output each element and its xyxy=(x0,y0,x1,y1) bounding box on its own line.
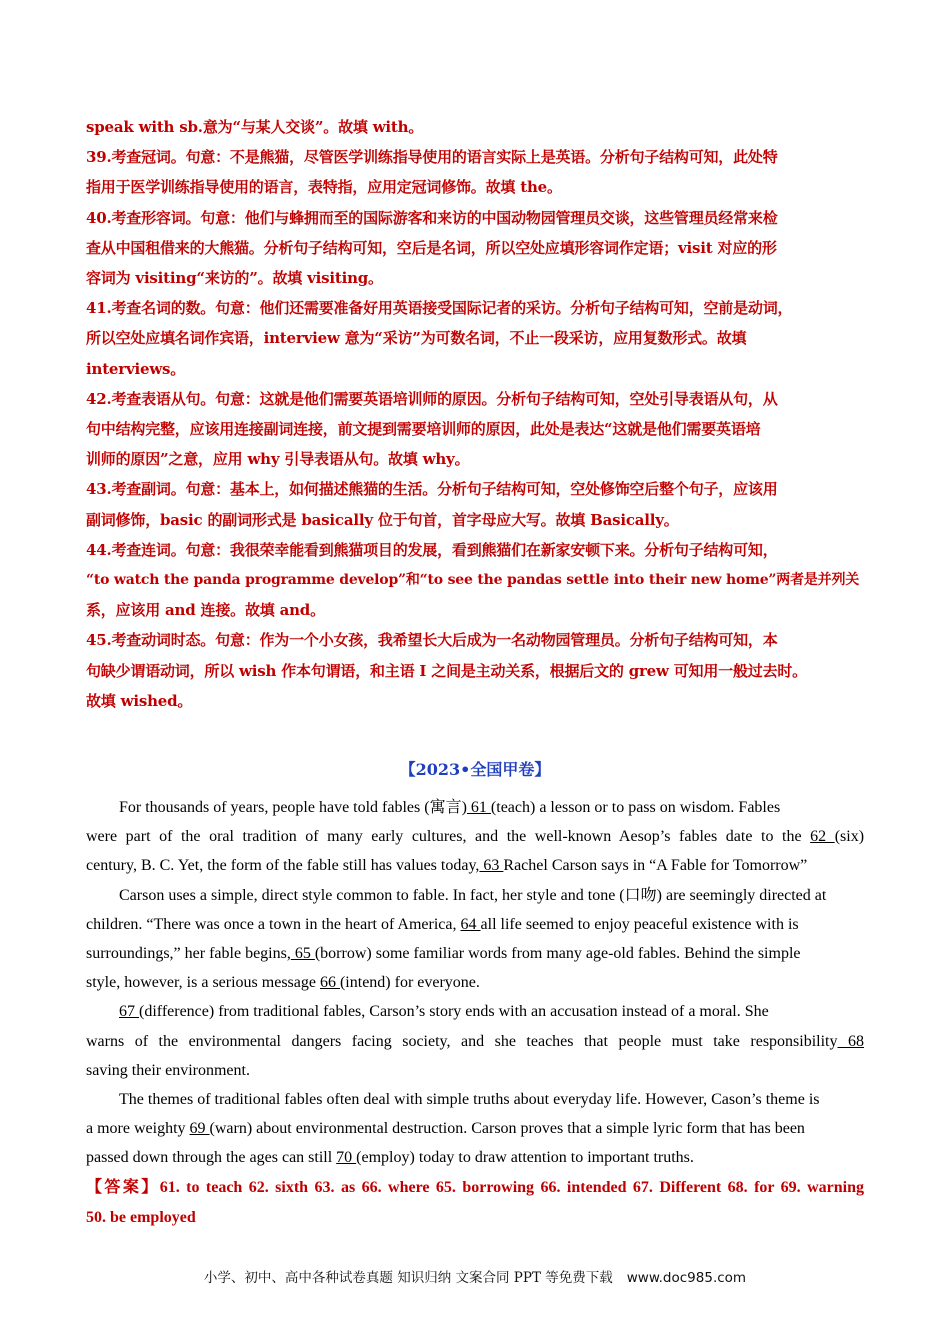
blank-62: 62 xyxy=(810,828,835,846)
passage-line: century, B. C. Yet, the form of the fable still has values today, 63 Rachel Carson says in “A Fable for Tomorrow” xyxy=(86,857,808,875)
blank-64: 64 xyxy=(460,915,481,933)
footer-url: www.doc985.com xyxy=(626,1270,747,1286)
explanation-line: 副词修饰，basic 的副词形式是 basically 位于句首，首字母应大写。故填 Basically。 xyxy=(86,510,679,529)
passage-line: passed down through the ages can still 70 (employ) today to draw attention to important truths. xyxy=(86,1149,694,1167)
explanation-line: speak with sb.意为“与某人交谈”。故填 with。 xyxy=(86,118,424,136)
blank-67: 67 xyxy=(119,1003,139,1021)
passage-line: warns of the environmental dangers facing society, and she teaches that people must take responsibility 68 xyxy=(86,1032,864,1050)
blank-63: 63 xyxy=(479,857,504,875)
answer-explanations xyxy=(86,112,870,716)
section-title: 【2023•全国甲卷】 xyxy=(399,760,551,779)
blank-65: 65 xyxy=(290,945,315,963)
explanation-line: 44.考查连词。句意：我很荣幸能看到熊猫项目的发展，看到熊猫们在新家安顿下来。分析句子结构可知， xyxy=(86,540,778,559)
blank-61: 61 xyxy=(466,799,491,816)
explanation-line: 训师的原因”之意，应用 why 引导表语从句。故填 why。 xyxy=(86,450,470,469)
explanation-line: 容词为 visiting“来访的”。故填 visiting。 xyxy=(86,269,383,288)
explanation-line: 系，应该用 and 连接。故填 and。 xyxy=(86,601,325,620)
explanation-line: 句中结构完整，应该用连接副词连接，前文提到需要培训师的原因，此处是表达“这就是他们需要英语培 xyxy=(86,420,761,439)
explanation-line: 故填 wished。 xyxy=(86,691,193,710)
explanation-line: 指用于医学训练指导使用的语言，表特指，应用定冠词修饰。故填 the。 xyxy=(86,178,562,197)
answer-line: 50. be employed xyxy=(86,1209,196,1226)
passage-line: surroundings,” her fable begins, 65 (borrow) some familiar words from many age-old fables. Behind the simple xyxy=(86,945,801,963)
explanation-line: “to watch the panda programme develop”和“to see the pandas settle into their new home”两者是并列关 xyxy=(86,572,860,589)
explanation-line: 45.考查动词时态。句意：作为一个小女孩，我希望长大后成为一名动物园管理员。分析句子结构可知，本 xyxy=(86,631,778,650)
explanation-line: 40.考查形容词。句意：他们与蜂拥而至的国际游客和来访的中国动物园管理员交谈，这些管理员经常来检 xyxy=(86,208,778,227)
passage-line: style, however, is a serious message 66 (intend) for everyone. xyxy=(86,974,480,992)
passage-line: saving their environment. xyxy=(86,1061,250,1079)
passage-line: were part of the oral tradition of many early cultures, and the well-known Aesop’s fables date to the 62 (six) xyxy=(86,828,865,846)
answer-line: 【答案】61. to teach 62. sixth 63. as 66. where 65. borrowing 66. intended 67. Different 68. for 69. warning xyxy=(86,1179,864,1196)
explanation-line: 39.考查冠词。句意：不是熊猫，尽管医学训练指导使用的语言实际上是英语。分析句子结构可知，此处特 xyxy=(86,148,778,167)
passage-line: Carson uses a simple, direct style common to fable. In fact, her style and tone (口吻) are seemingly directed at xyxy=(119,886,827,904)
explanation-line: 41.考查名词的数。句意：他们还需要准备好用英语接受国际记者的采访。分析句子结构可知，空前是动词， xyxy=(86,299,793,318)
blank-68: 68 xyxy=(837,1032,864,1050)
passage-line: For thousands of years, people have told fables (寓言) 61 (teach) a lesson or to pass on wisdom. Fables xyxy=(119,799,781,816)
reading-passage xyxy=(86,793,864,1173)
passage-line: 67 (difference) from traditional fables, Carson’s story ends with an accusation instead of a moral. She xyxy=(119,1003,769,1021)
passage-line: children. “There was once a town in the heart of America, 64 all life seemed to enjoy peaceful existence with is xyxy=(86,915,799,933)
explanation-line: 所以空处应填名词作宾语，interview 意为“采访”为可数名词，不止一段采访，应用复数形式。故填 xyxy=(86,329,747,348)
blank-66: 66 xyxy=(319,974,340,992)
footer-text: 小学、初中、高中各种试卷真题 知识归纳 文案合同 PPT 等免费下载 xyxy=(203,1270,613,1286)
page-footer xyxy=(0,1266,950,1286)
passage-line: a more weighty 69 (warn) about environmental destruction. Carson proves that a simple lyric form that has been xyxy=(86,1120,805,1138)
explanation-line: 查从中国租借来的大熊猫。分析句子结构可知，空后是名词，所以空处应填形容词作定语；visit 对应的形 xyxy=(86,238,777,257)
explanation-line: 42.考查表语从句。句意：这就是他们需要英语培训师的原因。分析句子结构可知，空处引导表语从句，从 xyxy=(86,389,778,408)
passage-line: The themes of traditional fables often deal with simple truths about everyday life. However, Cason’s theme is xyxy=(119,1091,820,1109)
blank-70: 70 xyxy=(336,1149,357,1167)
explanation-line: 43.考查副词。句意：基本上，如何描述熊猫的生活。分析句子结构可知，空处修饰空后整个句子，应该用 xyxy=(86,480,778,499)
explanation-line: 句缺少谓语动词，所以 wish 作本句谓语，和主语 I 之间是主动关系，根据后文的 grew 可知用一般过去时。 xyxy=(86,661,807,680)
explanation-line: interviews。 xyxy=(86,359,186,378)
answer-key xyxy=(86,1173,864,1233)
blank-69: 69 xyxy=(189,1120,210,1138)
